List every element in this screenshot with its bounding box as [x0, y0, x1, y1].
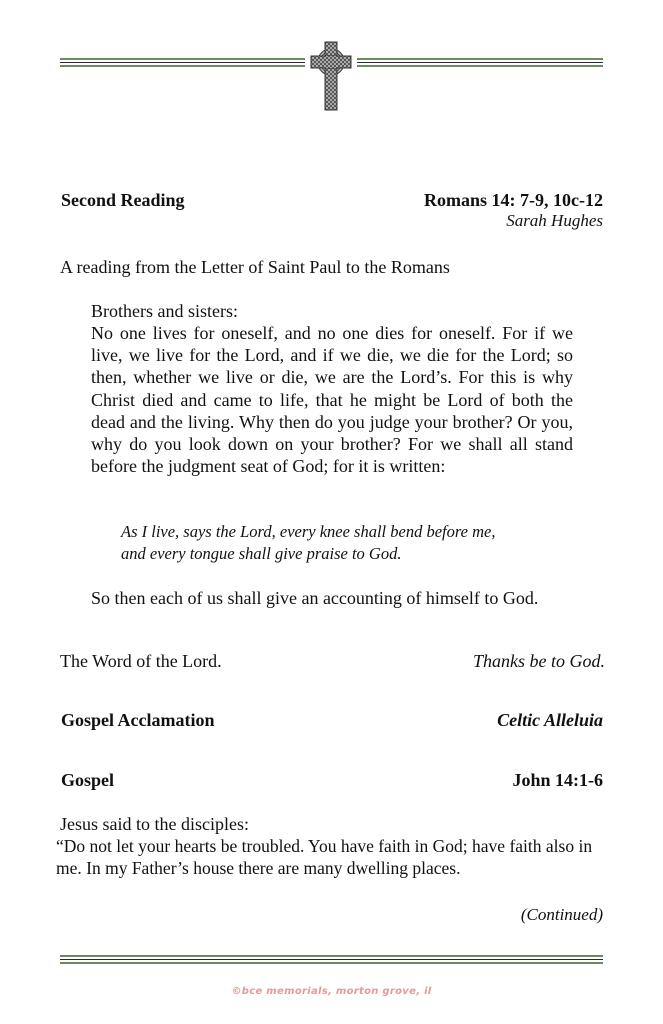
gospel-heading: Gospel: [61, 770, 115, 790]
word-of-lord-row: [60, 650, 605, 672]
gospel-acclamation-heading: Gospel Acclamation: [61, 710, 215, 730]
second-reading-heading: Second Reading: [61, 190, 185, 210]
gospel-intro: Jesus said to the disciples:: [60, 814, 249, 834]
second-reading-citation: Romans 14: 7-9, 10c-12: [424, 190, 603, 210]
reading-quote-line-2: and every tongue shall give praise to God.: [121, 544, 402, 563]
gospel-header: [61, 769, 603, 791]
reading-quote-line-1: As I live, says the Lord, every knee shall bend before me,: [121, 522, 496, 541]
response: Thanks be to God.: [473, 651, 605, 671]
reading-closing: So then each of us shall give an accounting of himself to God.: [91, 588, 539, 608]
bottom-rule: [60, 955, 603, 967]
second-reading-header: [61, 189, 603, 211]
footer-credit: ©bce memorials, morton grove, il: [231, 986, 432, 997]
word-of-lord: The Word of the Lord.: [60, 651, 222, 671]
gospel-acclamation-header: [61, 709, 603, 731]
gospel-citation: John 14:1-6: [512, 770, 603, 790]
celtic-cross-icon: [305, 40, 357, 112]
reading-salutation: Brothers and sisters:: [91, 301, 238, 321]
gospel-body: “Do not let your hearts be troubled. You have faith in God; have faith also in me. In my Father’s house there are many dwelling places.: [56, 836, 593, 879]
reader-name: Sarah Hughes: [506, 211, 603, 230]
reading-intro: A reading from the Letter of Saint Paul to the Romans: [60, 257, 450, 277]
reading-body: No one lives for oneself, and no one dies for oneself. For if we live, we live for the Lord, and if we die, we die for the Lord; so then, whether we live or die, we are the Lord’s. For this is why Christ died and came to life, that he might be Lord of both the dead and the living. Why then do you judge your brother? Or you, why do you look down on your brother? For we shall all stand before the judgment seat of God; for it is written:: [91, 323, 573, 477]
continued-note: (Continued): [520, 905, 603, 924]
gospel-acclamation-setting: Celtic Alleluia: [497, 710, 603, 730]
